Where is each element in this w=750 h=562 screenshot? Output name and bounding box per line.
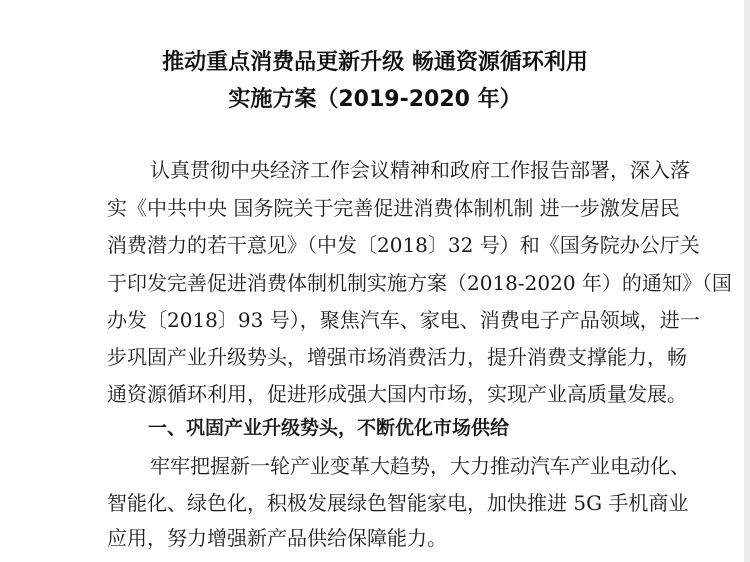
intro-line: 认真贯彻中央经济工作会议精神和政府工作报告部署，深入落 [150,158,690,182]
intro-line: 于印发完善促进消费体制机制实施方案（2018-2020 年）的通知》（国 [107,271,732,295]
document-title-line-2: 实施方案（2019-2020 年） [228,87,522,112]
intro-line: 消费潜力的若干意见》（中发〔2018〕32 号）和《国务院办公厅关 [107,233,700,257]
section-line: 牢牢把握新一轮产业变革大趋势，大力推动汽车产业电动化、 [150,454,690,478]
intro-line: 步巩固产业升级势头，增强市场消费活力，提升消费支撑能力，畅 [107,345,687,369]
intro-line: 实《中共中央 国务院关于完善促进消费体制机制 进一步激发居民 [107,196,680,220]
section-line: 应用，努力增强新产品供给保障能力。 [107,526,447,550]
document-title-line-1: 推动重点消费品更新升级 畅通资源循环利用 [162,50,588,75]
intro-line: 通资源循环利用，促进形成强大国内市场，实现产业高质量发展。 [107,382,687,406]
intro-line: 办发〔2018〕93 号），聚焦汽车、家电、消费电子产品领域，进一 [107,308,700,332]
section-line: 智能化、绿色化，积极发展绿色智能家电，加快推进 5G 手机商业 [107,491,689,515]
section-heading: 一、巩固产业升级势头，不断优化市场供给 [148,417,510,439]
